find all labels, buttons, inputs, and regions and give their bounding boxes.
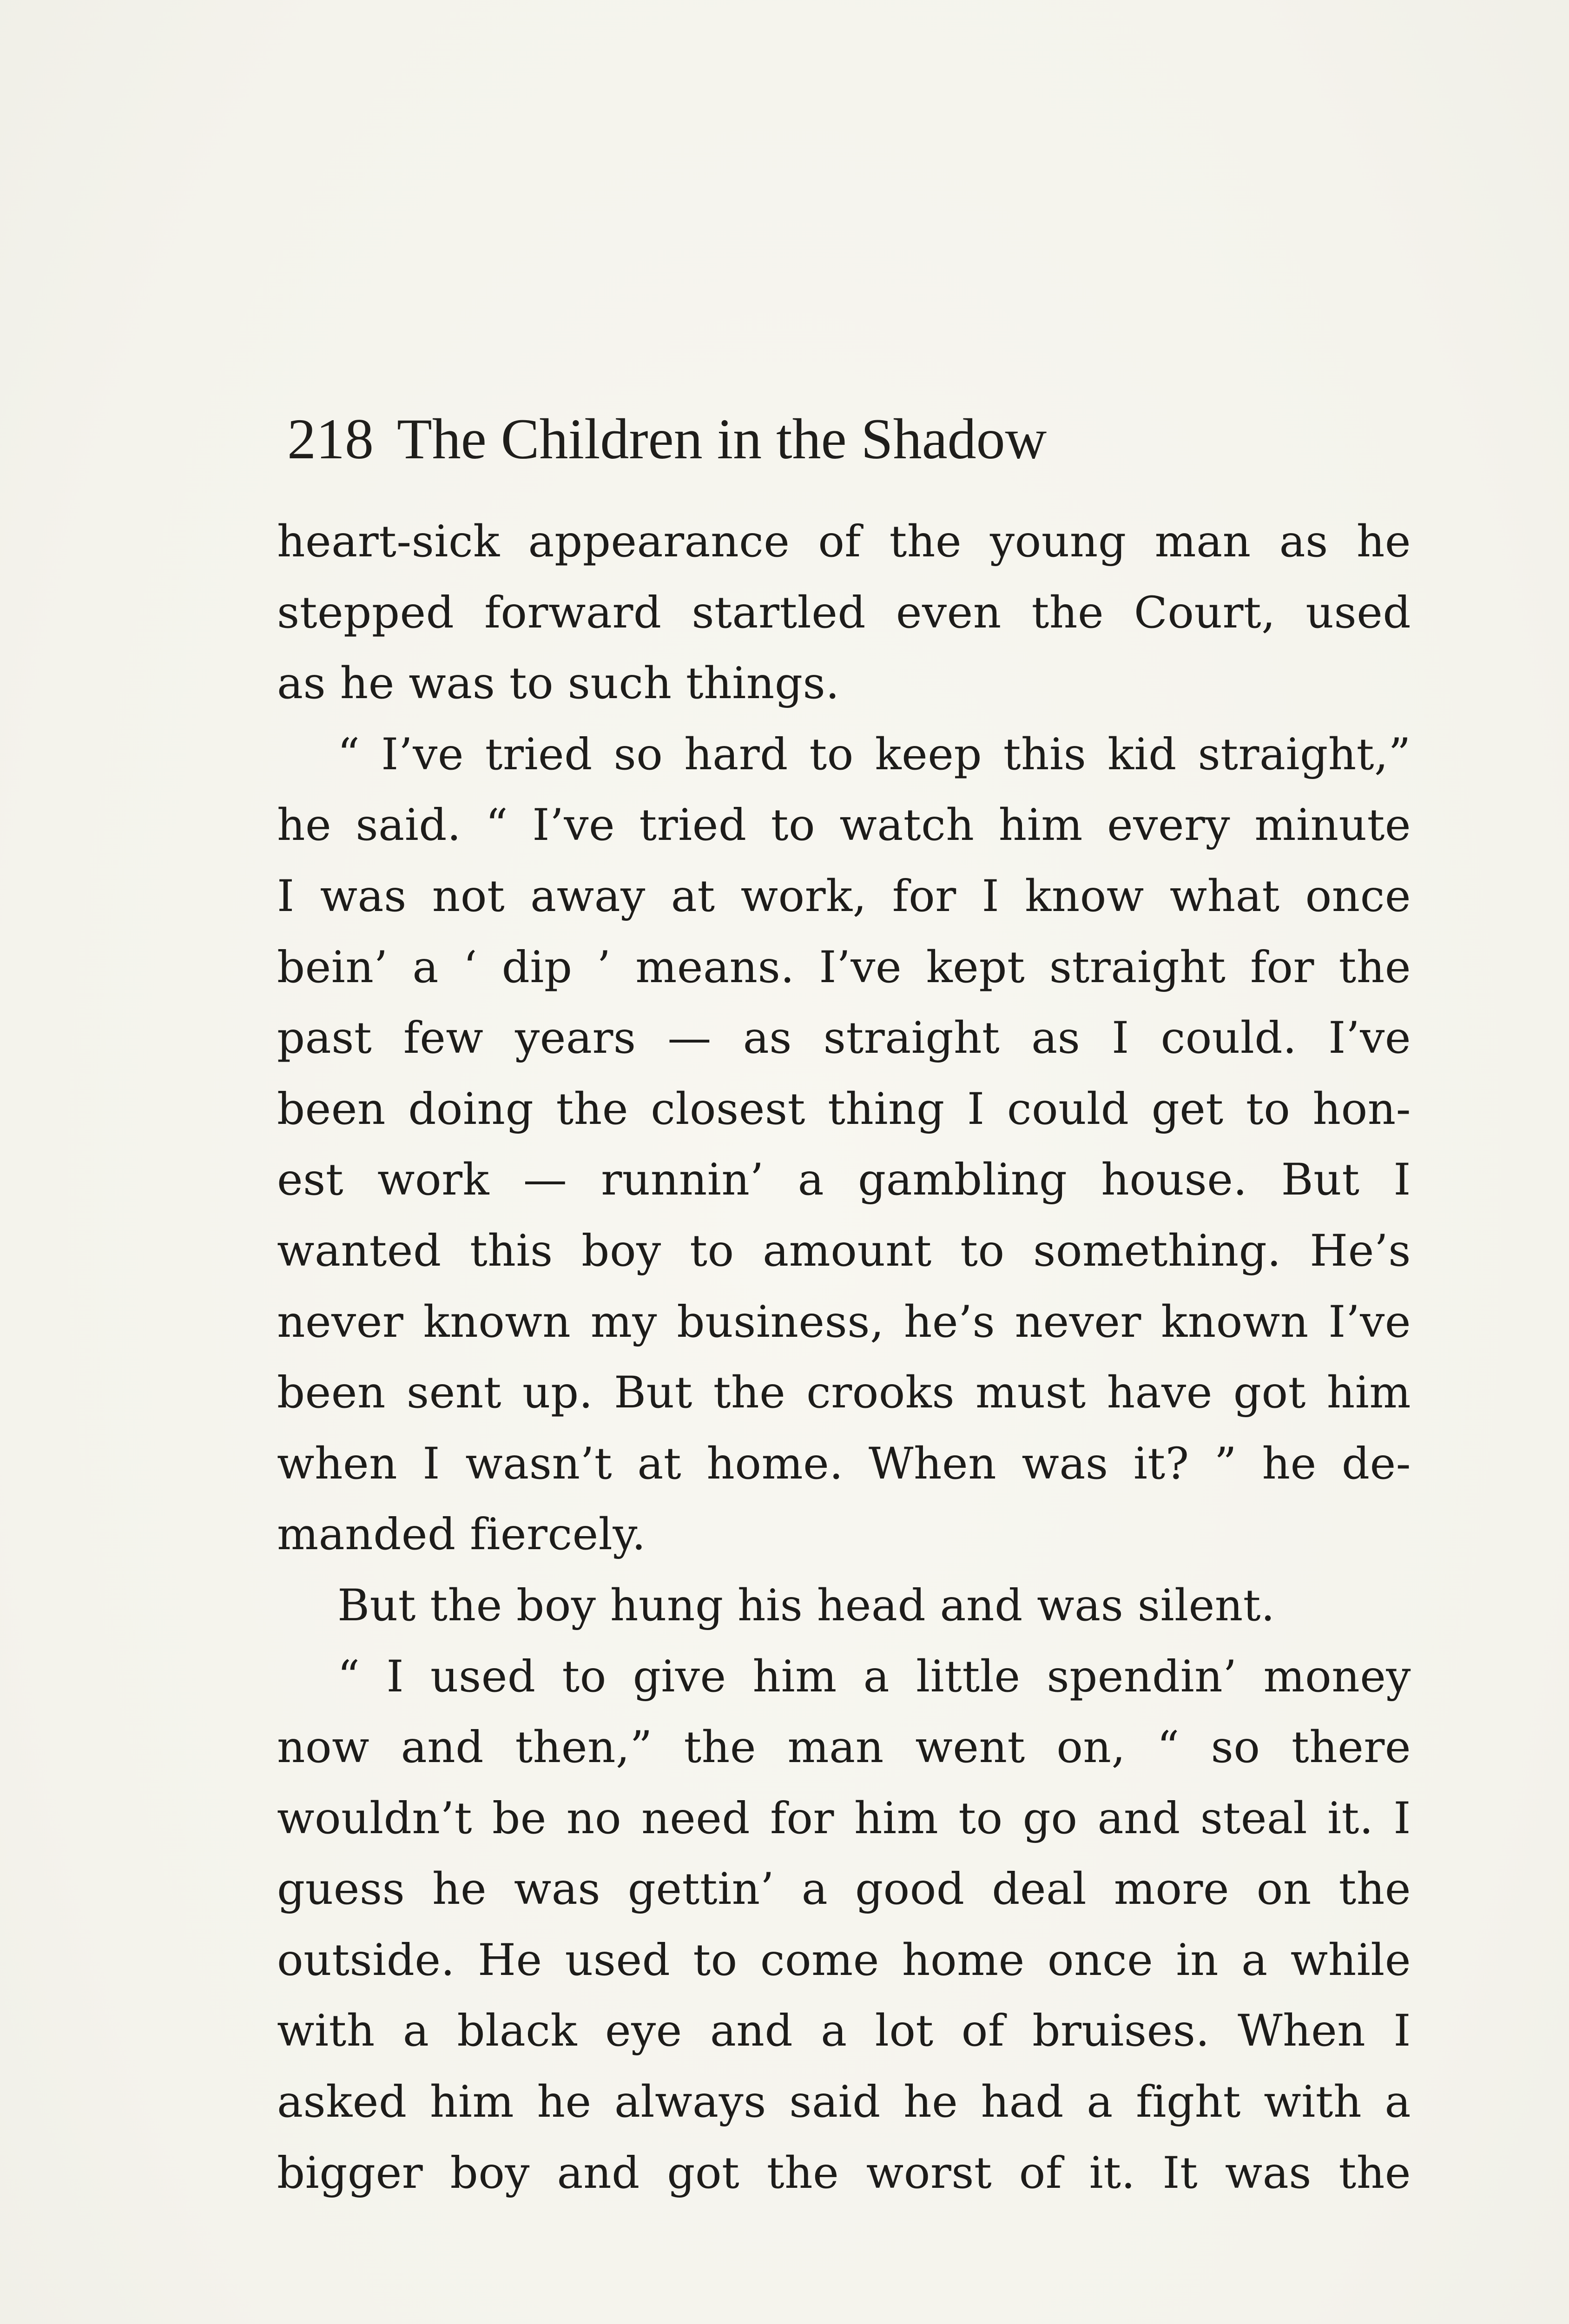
text-line: been sent up. But the crooks must have got him [277,1367,1411,1419]
text-line: stepped forward startled even the Court, used [277,587,1411,638]
running-header [287,404,1254,474]
text-line: bein’ a ‘ dip ’ means. I’ve kept straight for the [277,942,1411,993]
text-line: when I wasn’t at home. When was it? ” he de- [277,1438,1411,1489]
text-line: heart-sick appearance of the young man as he [277,516,1411,567]
text-line: outside. He used to come home once in a while [277,1934,1411,1986]
text-line: asked him he always said he had a fight with a [277,2077,1411,2128]
text-line: est work — runnin’ a gambling house. But I [277,1155,1411,1206]
text-line: I was not away at work, for I know what once [277,871,1411,922]
text-line: wouldn’t be no need for him to go and steal it. I [277,1793,1411,1844]
text-line: manded fiercely. [277,1509,646,1560]
text-line: as he was to such things. [277,658,840,709]
text-line: wanted this boy to amount to something. He’s [277,1225,1411,1276]
text-line: “ I’ve tried so hard to keep this kid straight,” [337,729,1411,780]
text-line: he said. “ I’ve tried to watch him every minute [277,800,1411,851]
text-line: guess he was gettin’ a good deal more on the [277,1864,1411,1915]
text-line: But the boy hung his head and was silent. [337,1580,1275,1631]
text-line: never known my business, he’s never known I’ve [277,1296,1411,1347]
text-line: been doing the closest thing I could get to hon- [277,1083,1411,1135]
text-line: bigger boy and got the worst of it. It was the [277,2147,1411,2199]
text-line: now and then,” the man went on, “ so there [277,1722,1411,1773]
running-title: The Children in the Shadow [397,407,1047,471]
text-line: with a black eye and a lot of bruises. When I [277,2006,1411,2057]
text-line: “ I used to give him a little spendin’ money [337,1651,1411,1702]
page-number: 218 [287,407,374,471]
text-line: past few years — as straight as I could. I’ve [277,1013,1411,1064]
body-text [277,507,1411,2209]
